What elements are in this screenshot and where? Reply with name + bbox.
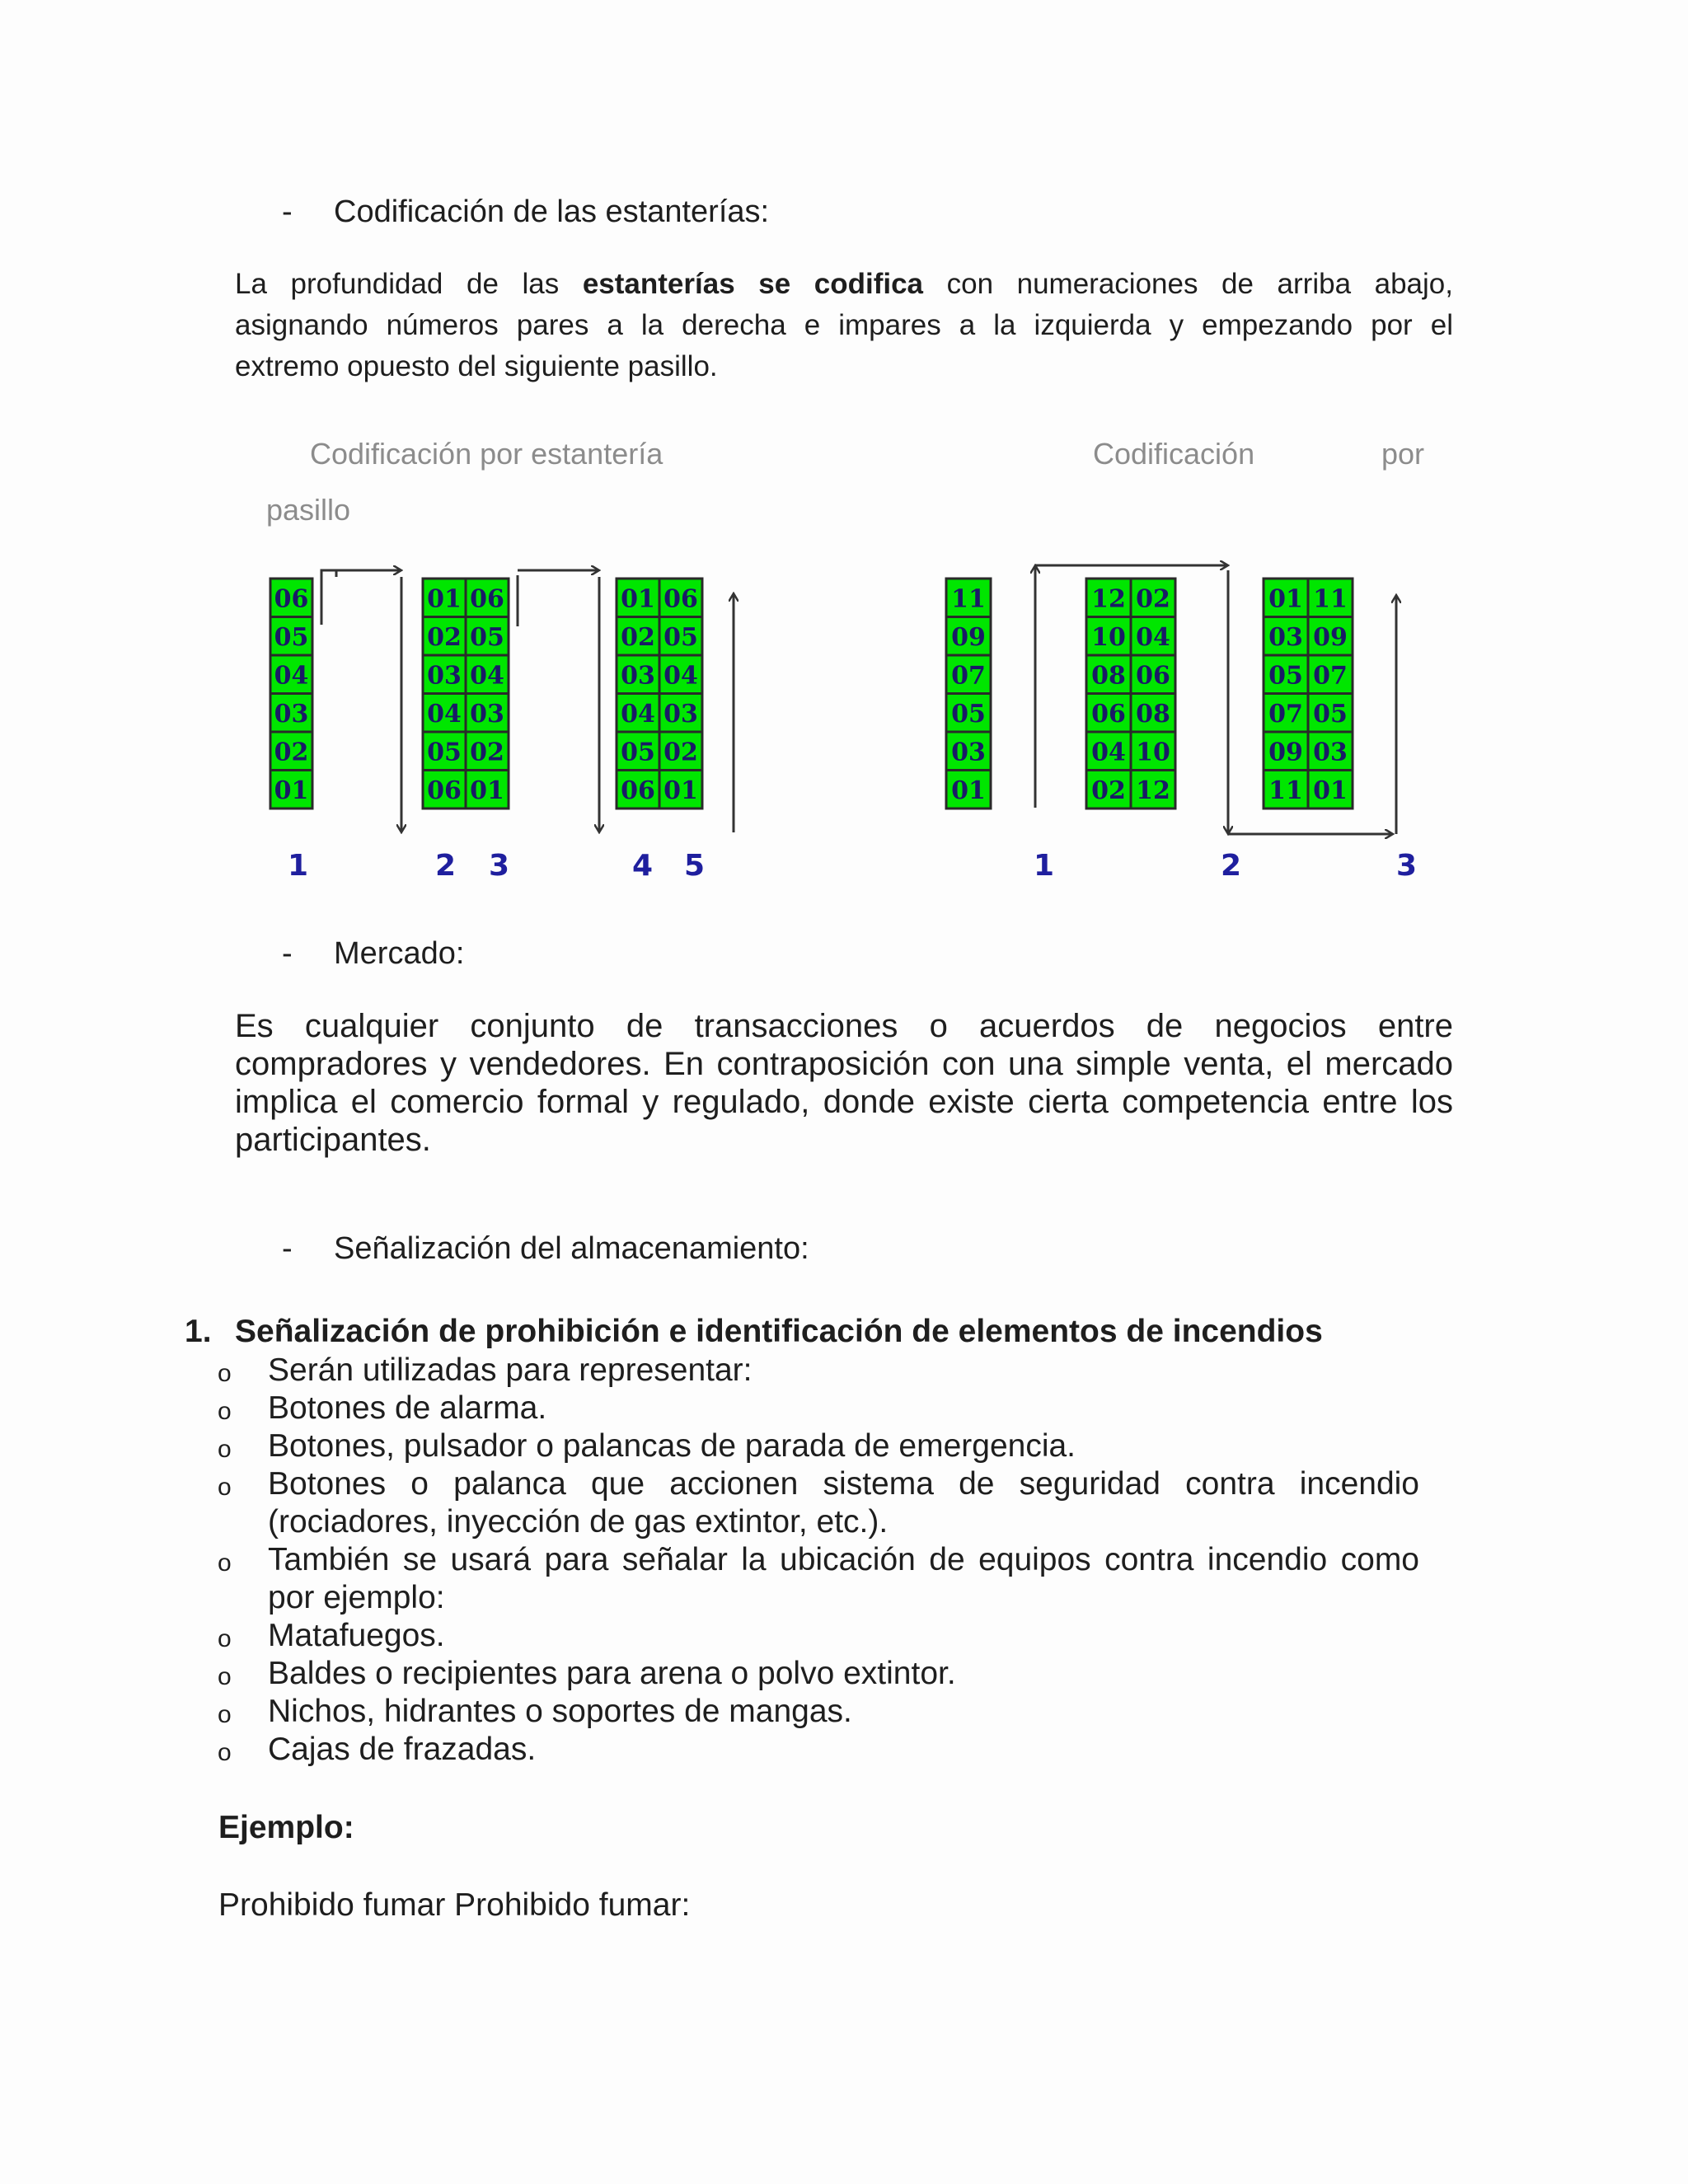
right-shelf-2-cell-label: 06 — [1091, 699, 1126, 729]
left-shelf-3-cell-label: 03 — [663, 699, 698, 729]
left-shelf-1-cell-label: 03 — [274, 699, 309, 729]
left-shelf-2-cell-label: 05 — [470, 622, 504, 652]
right-shelf-1-cell-label: 05 — [951, 699, 986, 729]
right-shelf-1-cell-label: 03 — [951, 738, 986, 767]
aisle-label: 3 — [489, 849, 510, 883]
right-shelf-3-cell-label: 03 — [1268, 622, 1303, 652]
left-shelf-2-cell-label: 01 — [427, 584, 462, 614]
list-item: (rociadores, inyección de gas extintor, etc.). — [268, 1504, 889, 1540]
list-item: Nichos, hidrantes o soportes de mangas. — [268, 1694, 852, 1729]
shelf-coding-diagram — [0, 0, 1688, 923]
left-shelf-3-cell-label: 03 — [621, 661, 655, 691]
left-shelf-2-cell-label: 06 — [470, 584, 504, 614]
list-item: Botones o palanca que accionen sistema de seguridad contra incendio — [268, 1466, 1419, 1502]
signage-heading: Señalización del almacenamiento: — [334, 1231, 809, 1266]
left-shelf-3-cell-label: 05 — [621, 738, 655, 767]
left-shelf-1-cell-label: 01 — [274, 776, 309, 805]
left-shelf-3-cell-label: 06 — [663, 584, 698, 614]
para-bold-text: estanterías se codifica — [582, 268, 924, 300]
right-shelf-1-cell-label: 09 — [951, 622, 986, 652]
right-shelf-1-cell-label: 11 — [951, 584, 986, 614]
list-item: También se usará para señalar la ubicación de equipos contra incendio como — [268, 1542, 1419, 1577]
right-shelf-3-cell-label: 01 — [1313, 776, 1348, 805]
right-shelf-2-cell-label: 04 — [1136, 622, 1170, 652]
aisle-label: 4 — [632, 849, 654, 883]
left-shelf-3-cell-label: 02 — [621, 622, 655, 652]
left-shelf-2-cell-label: 01 — [470, 776, 504, 805]
left-shelf-2-cell-label: 03 — [470, 699, 504, 729]
right-shelf-3-cell-label: 07 — [1313, 661, 1348, 691]
left-shelf-1-cell-label: 04 — [274, 661, 309, 691]
right-shelf-2-cell-label: 02 — [1136, 584, 1170, 614]
right-shelf-3-cell-label: 11 — [1268, 776, 1303, 805]
right-diagram-caption-2: por — [1381, 437, 1425, 471]
bullet-marker: o — [218, 1739, 232, 1766]
para-line: participantes. — [235, 1122, 431, 1158]
right-shelf-2-cell-label: 12 — [1136, 776, 1170, 805]
right-shelf-3-cell-label: 07 — [1268, 699, 1303, 729]
list-item: por ejemplo: — [268, 1580, 445, 1615]
left-shelf-3-cell-label: 04 — [663, 661, 698, 691]
right-shelf-2-cell-label: 12 — [1091, 584, 1126, 614]
list-item: Botones de alarma. — [268, 1390, 547, 1426]
bullet-marker: o — [218, 1360, 232, 1387]
list-item: Cajas de frazadas. — [268, 1732, 537, 1767]
right-shelf-3-cell-label: 11 — [1313, 584, 1348, 614]
list-item: Matafuegos. — [268, 1618, 445, 1653]
right-shelf-2-cell-label: 08 — [1091, 661, 1126, 691]
aisle-arrow — [321, 570, 401, 625]
bullet-marker: o — [218, 1663, 232, 1690]
left-shelf-3-cell-label: 02 — [663, 738, 698, 767]
list-dash: - — [282, 1231, 293, 1266]
right-shelf-3-cell-label: 01 — [1268, 584, 1303, 614]
aisle-label: 1 — [288, 849, 309, 883]
left-diagram-caption-2: pasillo — [266, 493, 351, 527]
shelves-heading: Codificación de las estanterías: — [334, 194, 770, 229]
right-shelf-2-cell-label: 10 — [1136, 738, 1170, 767]
left-shelf-3-cell-label: 06 — [621, 776, 655, 805]
right-shelf-3-cell-label: 05 — [1313, 699, 1348, 729]
left-shelf-1-cell-label: 02 — [274, 738, 309, 767]
left-shelf-2-cell-label: 04 — [427, 699, 462, 729]
right-shelf-2-cell-label: 10 — [1091, 622, 1126, 652]
bullet-marker: o — [218, 1474, 232, 1501]
left-shelf-3-cell-label: 01 — [663, 776, 698, 805]
para-line: asignando números pares a la derecha e impares a la izquierda y empezando por el — [235, 309, 1453, 341]
right-shelf-3-cell-label: 05 — [1268, 661, 1303, 691]
list-number: 1. — [185, 1314, 212, 1349]
right-shelf-3-cell-label: 09 — [1268, 738, 1303, 767]
left-shelf-2-cell-label: 02 — [470, 738, 504, 767]
right-diagram-caption: Codificación — [1093, 437, 1255, 471]
list-dash: - — [282, 194, 293, 229]
para-line: Es cualquier conjunto de transacciones o acuerdos de negocios entre — [235, 1008, 1453, 1044]
aisle-label: 2 — [435, 849, 457, 883]
left-shelf-2-cell-label: 05 — [427, 738, 462, 767]
market-heading: Mercado: — [334, 936, 465, 971]
left-shelf-2-cell-label: 04 — [470, 661, 504, 691]
market-paragraph — [235, 1007, 1453, 1159]
bullet-marker: o — [218, 1398, 232, 1425]
bullet-marker: o — [218, 1625, 232, 1652]
aisle-label: 5 — [684, 849, 706, 883]
aisle-label: 3 — [1396, 849, 1418, 883]
right-shelf-2-cell-label: 06 — [1136, 661, 1170, 691]
list-title: Señalización de prohibición e identificación de elementos de incendios — [235, 1314, 1323, 1349]
left-diagram-caption: Codificación por estantería — [310, 437, 663, 471]
right-shelf-3-cell-label: 03 — [1313, 738, 1348, 767]
list-item: Botones, pulsador o palancas de parada de emergencia. — [268, 1428, 1076, 1464]
list-dash: - — [282, 936, 293, 971]
para-line: compradores y vendedores. En contraposición con una simple venta, el mercado — [235, 1046, 1453, 1082]
right-shelf-1-cell-label: 07 — [951, 661, 986, 691]
list-item: Serán utilizadas para representar: — [268, 1352, 753, 1388]
bullet-marker: o — [218, 1549, 232, 1577]
para-line: extremo opuesto del siguiente pasillo. — [235, 350, 718, 382]
aisle-label: 2 — [1221, 849, 1242, 883]
left-shelf-3-cell-label: 04 — [621, 699, 655, 729]
left-shelf-2-cell-label: 06 — [427, 776, 462, 805]
para-text: con numeraciones de arriba abajo, — [923, 268, 1453, 300]
right-shelf-2-cell-label: 04 — [1091, 738, 1126, 767]
right-shelf-3-cell-label: 09 — [1313, 622, 1348, 652]
right-shelf-2-cell-label: 08 — [1136, 699, 1170, 729]
example-text: Prohibido fumar Prohibido fumar: — [218, 1887, 691, 1923]
bullet-marker: o — [218, 1436, 232, 1463]
example-heading: Ejemplo: — [218, 1810, 354, 1845]
para-text: La profundidad de las — [235, 268, 583, 300]
left-shelf-2-cell-label: 03 — [427, 661, 462, 691]
right-shelf-1-cell-label: 01 — [951, 776, 986, 805]
para-line: implica el comercio formal y regulado, donde existe cierta competencia entre los — [235, 1084, 1453, 1120]
left-shelf-3-cell-label: 01 — [621, 584, 655, 614]
left-shelf-3-cell-label: 05 — [663, 622, 698, 652]
bullet-marker: o — [218, 1701, 232, 1728]
left-shelf-1-cell-label: 05 — [274, 622, 309, 652]
left-shelf-1-cell-label: 06 — [274, 584, 309, 614]
right-shelf-2-cell-label: 02 — [1091, 776, 1126, 805]
aisle-label: 1 — [1034, 849, 1055, 883]
list-item: Baldes o recipientes para arena o polvo extintor. — [268, 1656, 956, 1691]
left-shelf-2-cell-label: 02 — [427, 622, 462, 652]
